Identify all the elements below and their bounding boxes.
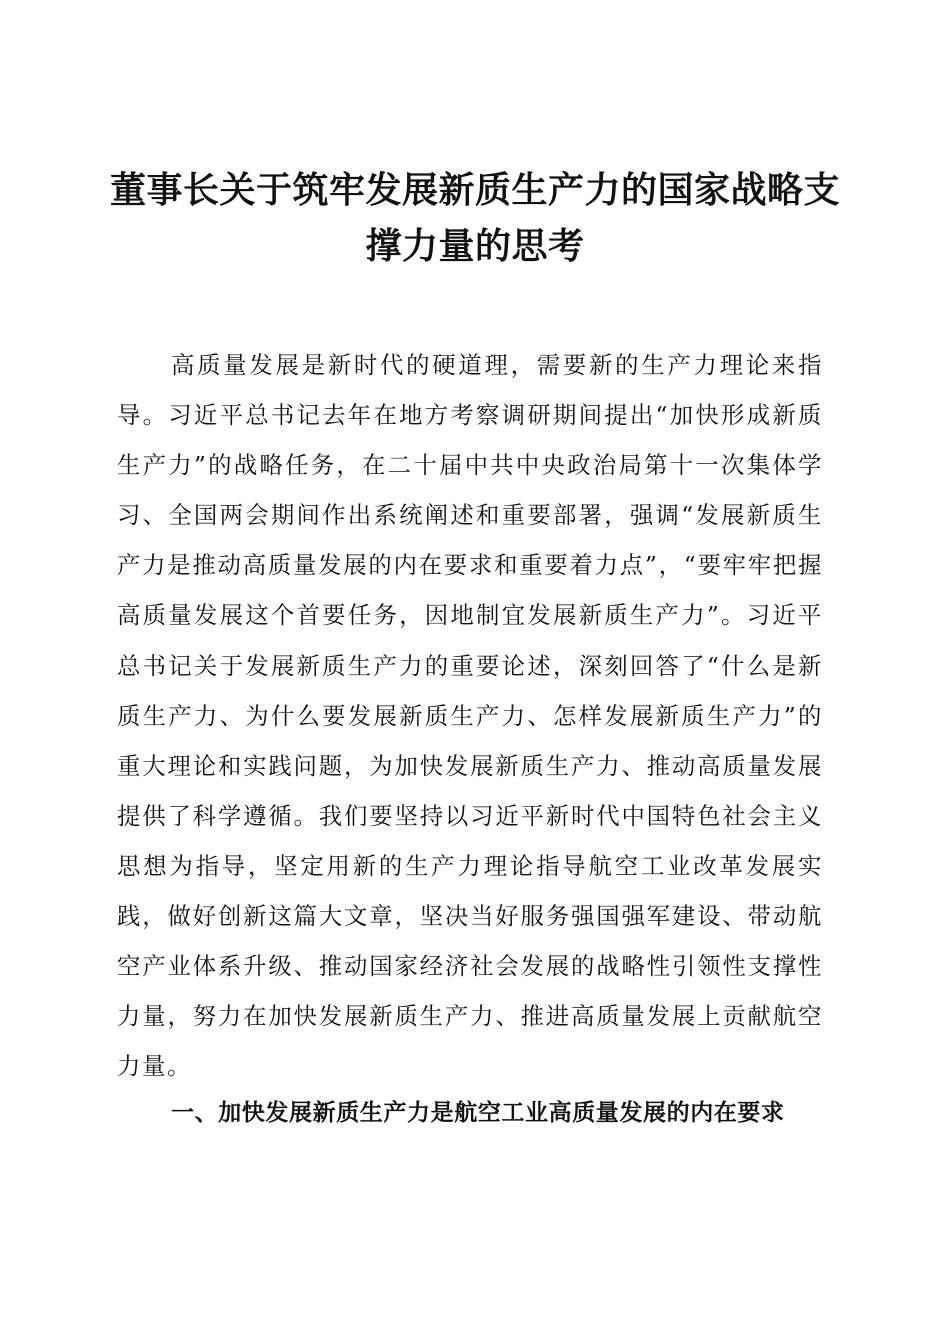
- body-paragraph: 高质量发展是新时代的硬道理，需要新的生产力理论来指导。习近平总书记去年在地方考察调研期间提出“加快形成新质生产力”的战略任务，在二十届中共中央政治局第十一次集体学习、全国两会期间作出系统阐述和重要部署，强调“发展新质生产力是推动高质量发展的内在要求和重要着力点”，“要牢牢把握高质量发展这个首要任务，因地制宜发展新质生产力”。习近平总书记关于发展新质生产力的重要论述，深刻回答了“什么是新质生产力、为什么要发展新质生产力、怎样发展新质生产力”的重大理论和实践问题，为加快发展新质生产力、推动高质量发展提供了科学遵循。我们要坚持以习近平新时代中国特色社会主义思想为指导，坚定用新的生产力理论指导航空工业改革发展实践，做好创新这篇大文章，坚决当好服务强国强军建设、带动航空产业体系升级、推动国家经济社会发展的战略性引领性支撑性力量，努力在加快发展新质生产力、推进高质量发展上贡献航空力量。: [117, 351, 823, 1081]
- section-heading: 一、加快发展新质生产力是航空工业高质量发展的内在要求: [171, 1100, 785, 1126]
- document-title: 董事长关于筑牢发展新质生产力的国家战略支撑力量的思考: [110, 169, 841, 267]
